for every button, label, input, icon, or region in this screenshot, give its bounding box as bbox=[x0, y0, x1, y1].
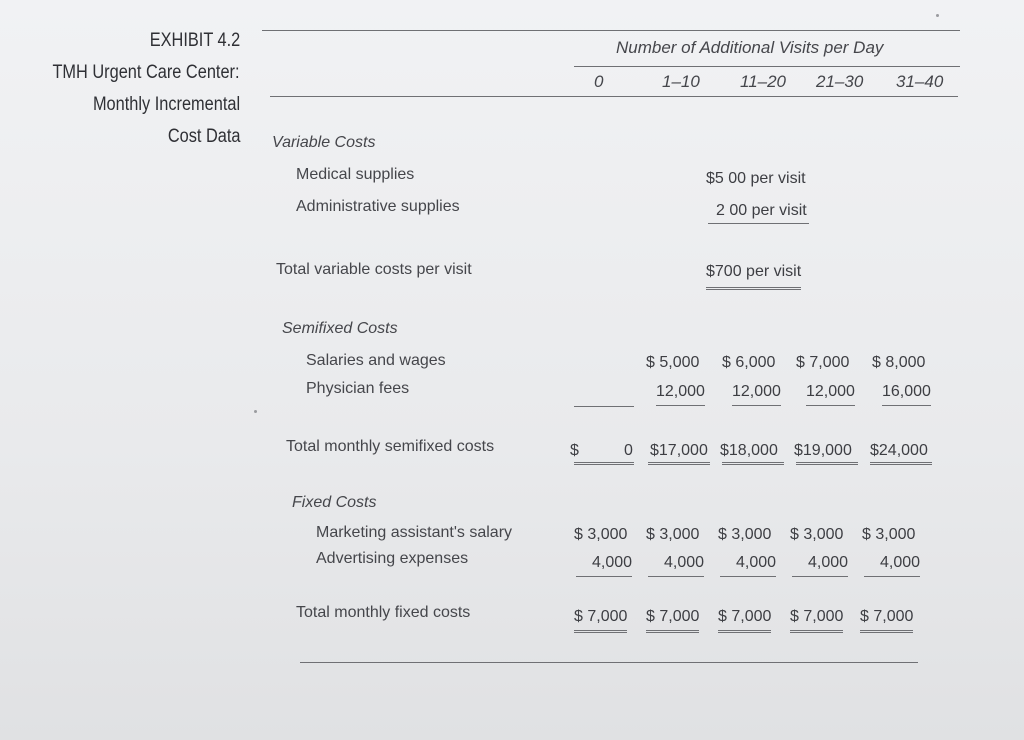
table-cell: $ 5,000 bbox=[646, 354, 700, 371]
speck bbox=[254, 410, 257, 413]
table-cell: 12,000 bbox=[806, 383, 855, 406]
table-cell: $19,000 bbox=[794, 442, 852, 459]
top-rule bbox=[262, 30, 960, 31]
exhibit-number: EXHIBIT 4.2 bbox=[149, 30, 240, 51]
medical-supplies-value: $5 00 per visit bbox=[706, 170, 806, 187]
cell-rule bbox=[574, 406, 634, 407]
table-cell: 0 bbox=[624, 442, 633, 459]
table-cell: $18,000 bbox=[720, 442, 778, 459]
exhibit-title-line: Cost Data bbox=[167, 126, 240, 147]
table-cell: $ bbox=[570, 442, 579, 459]
row-label: Advertising expenses bbox=[316, 550, 469, 567]
table-cell: $24,000 bbox=[870, 442, 928, 459]
total-variable-value: $700 per visit bbox=[706, 263, 801, 290]
double-rule bbox=[648, 462, 710, 465]
row-label: Marketing assistant's salary bbox=[316, 524, 513, 541]
row-label: Medical supplies bbox=[296, 166, 415, 183]
table-cell: $ 3,000 bbox=[718, 526, 772, 543]
row-label: Physician fees bbox=[306, 380, 410, 397]
column-header: 31–40 bbox=[896, 72, 944, 91]
table-cell: $ 7,000 bbox=[860, 608, 913, 633]
table-cell: $ 8,000 bbox=[872, 354, 926, 371]
table-cell: $ 3,000 bbox=[574, 526, 628, 543]
table-cell: 12,000 bbox=[732, 383, 781, 406]
admin-supplies-value: 2 00 per visit bbox=[708, 202, 809, 224]
column-header: 0 bbox=[594, 72, 604, 91]
column-header: 11–20 bbox=[740, 72, 787, 91]
table-cell: $ 3,000 bbox=[862, 526, 916, 543]
table-cell: 4,000 bbox=[864, 554, 920, 577]
table-cell: $ 7,000 bbox=[574, 608, 627, 633]
table-cell: $ 7,000 bbox=[790, 608, 843, 633]
table-cell: 12,000 bbox=[656, 383, 705, 406]
double-rule bbox=[722, 462, 784, 465]
table-cell: $ 7,000 bbox=[718, 608, 771, 633]
exhibit-title-line: TMH Urgent Care Center: bbox=[52, 62, 240, 83]
header-rule bbox=[574, 66, 960, 67]
table-cell: $ 3,000 bbox=[646, 526, 700, 543]
double-rule bbox=[574, 462, 634, 465]
table-cell: 16,000 bbox=[882, 383, 931, 406]
column-header: 21–30 bbox=[816, 72, 864, 91]
table-cell: $ 7,000 bbox=[646, 608, 699, 633]
section-heading: Semifixed Costs bbox=[282, 320, 398, 337]
table-cell: $ 3,000 bbox=[790, 526, 844, 543]
table-cell: 4,000 bbox=[720, 554, 776, 577]
column-header: 1–10 bbox=[662, 72, 700, 91]
row-label: Total monthly fixed costs bbox=[296, 604, 471, 621]
table-cell: $ 6,000 bbox=[722, 354, 776, 371]
row-label: Administrative supplies bbox=[296, 198, 460, 215]
column-group-title: Number of Additional Visits per Day bbox=[616, 38, 884, 57]
table-cell: $17,000 bbox=[650, 442, 708, 459]
section-heading: Fixed Costs bbox=[292, 494, 377, 511]
header-bottom-rule bbox=[270, 96, 958, 97]
table-cell: 4,000 bbox=[648, 554, 704, 577]
speck bbox=[936, 14, 939, 17]
section-heading: Variable Costs bbox=[272, 134, 376, 151]
row-label: Total monthly semifixed costs bbox=[286, 438, 495, 455]
row-label: Salaries and wages bbox=[306, 352, 446, 369]
row-label: Total variable costs per visit bbox=[276, 261, 472, 278]
exhibit-title-line: Monthly Incremental bbox=[92, 94, 240, 115]
table-cell: $ 7,000 bbox=[796, 354, 850, 371]
table-cell: 4,000 bbox=[576, 554, 632, 577]
double-rule bbox=[870, 462, 932, 465]
table-cell: 4,000 bbox=[792, 554, 848, 577]
double-rule bbox=[796, 462, 858, 465]
bottom-rule bbox=[300, 662, 918, 663]
